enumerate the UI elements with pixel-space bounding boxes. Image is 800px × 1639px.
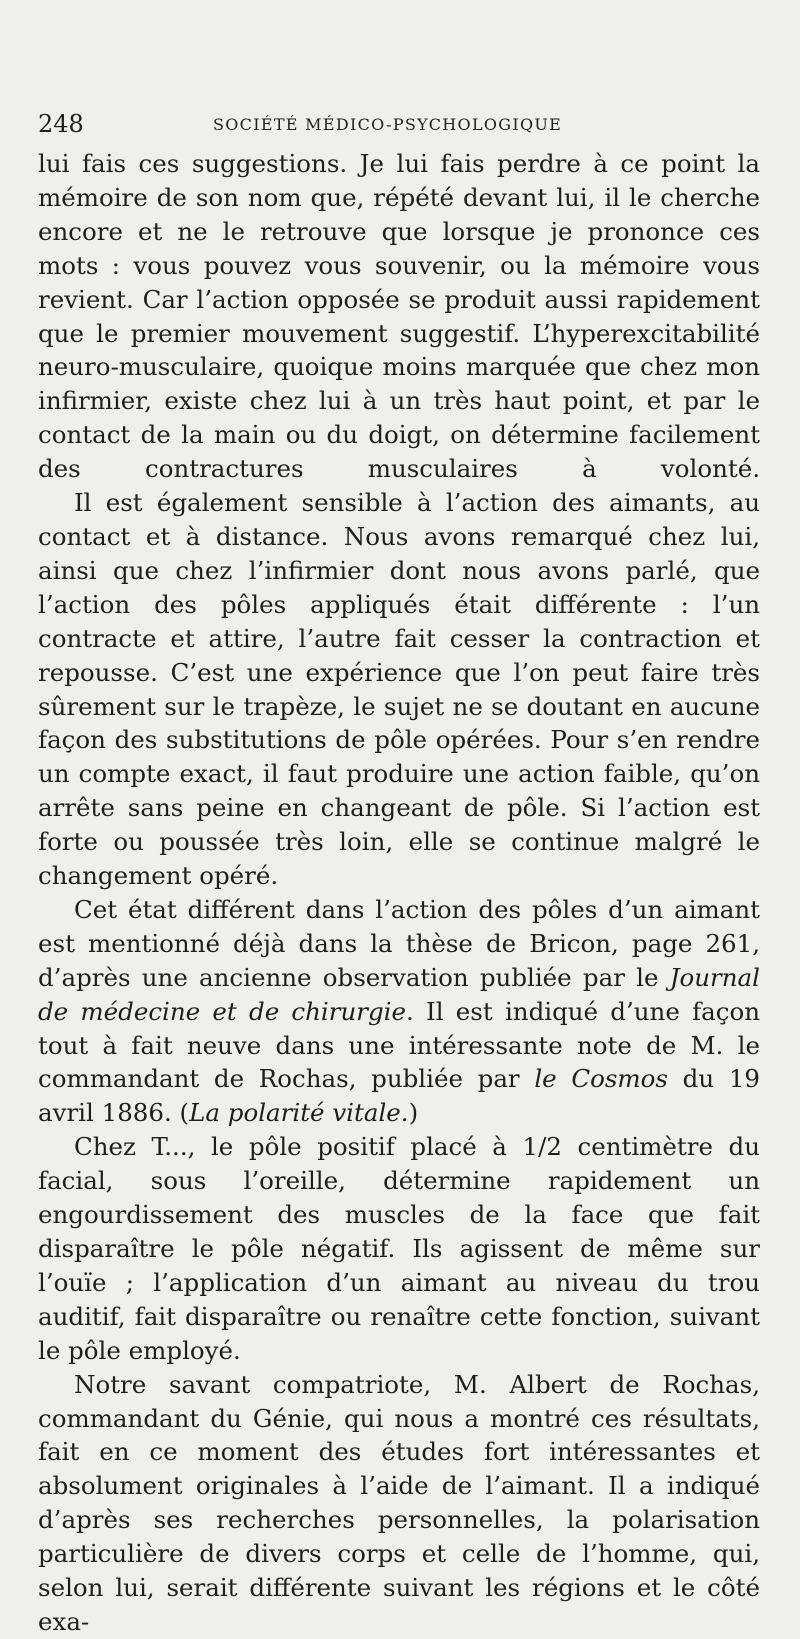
paragraph-3-text: . Il est indiqué d’une façon tout à fait neuve dans une intéressante note de M. le commandant de Rochas, publiée par [38, 996, 760, 1094]
paragraph-5: Notre savant compatriote, M. Albert de Rochas, commandant du Génie, qui nous a montré ces résultats, fait en ce moment des études fort intéressantes et absolument originales à l’aide de l’aimant. Il a indiqué d’après ses recherches personnelles, la polarisation particulière de divers corps et celle de l’homme, qui, selon lui, serait différente suivant les régions et le côté exa- [38, 1369, 760, 1636]
paragraph-2: Il est également sensible à l’action des aimants, au contact et à distance. Nous avons remarqué chez lui, ainsi que chez l’infirmier dont nous avons parlé, que l’action des pôles appliqués était différente : l’un contracte et attire, l’autre fait cesser la contraction et repousse. C’est une expérience que l’on peut faire très sûrement sur le trapèze, le sujet ne se doutant en aucune façon des substitutions de pôle opérées. Pour s’en rendre un compte exact, il faut produire une action faible, qu’on arrête sans peine en changeant de pôle. Si l’action est forte ou poussée très loin, elle se continue malgré le changement opéré. [38, 488, 760, 891]
running-head: SOCIÉTÉ MÉDICO-PSYCHOLOGIQUE [213, 115, 563, 134]
paragraph-3-text: ) [408, 1098, 419, 1128]
article-title: La polarité vitale. [189, 1098, 409, 1128]
page-number: 248 [38, 110, 84, 138]
paragraph-3-text: Cet état différent dans l’action des pôles d’un aimant est mentionné déjà dans la thèse de Bricon, page 261, d’après une ancienne observation publiée par le [38, 894, 760, 992]
journal-title: Journal de médecine et de chirurgie [38, 962, 760, 1026]
page-header [38, 110, 762, 140]
cosmos-title: le Cosmos [534, 1064, 668, 1094]
body-text [38, 147, 760, 1639]
paragraph-3-text: du 19 avril 1886. ( [38, 1064, 761, 1128]
paragraph-4: Chez T..., le pôle positif placé à 1/2 centimètre du facial, sous l’oreille, détermine rapidement un engourdissement des muscles de la face que fait disparaître le pôle négatif. Ils agissent de même sur l’ouïe ; l’application d’un aimant au niveau du trou auditif, fait disparaître ou renaître cette fonction, suivant le pôle employé. [38, 1132, 760, 1365]
paragraph-3 [38, 893, 760, 1130]
paragraph-1: lui fais ces suggestions. Je lui fais perdre à ce point la mémoire de son nom que, répété devant lui, il le cherche encore et ne le retrouve que lorsque je prononce ces mots : vous pouvez vous souvenir, ou la mémoire vous revient. Car l’action opposée se produit aussi rapidement que le premier mouvement suggestif. L’hyperexcitabilité neuro-musculaire, quoique moins marquée que chez mon infirmier, existe chez lui à un très haut point, et par le contact de la main ou du doigt, on détermine facilement des contractures musculaires à volonté. [38, 149, 760, 484]
